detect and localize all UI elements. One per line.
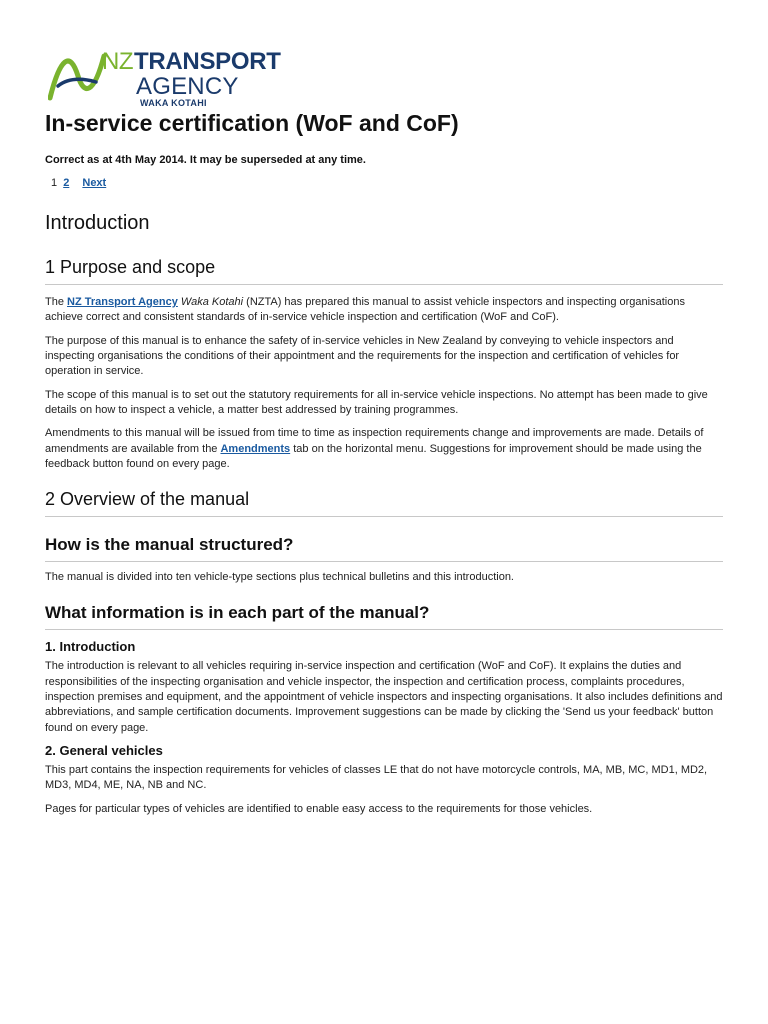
logo-waka-kotahi: WAKA KOTAHI: [140, 98, 207, 108]
structure-paragraph: The manual is divided into ten vehicle-type sections plus technical bulletins and this introduction.: [45, 571, 514, 584]
currency-notice: Correct as at 4th May 2014. It may be superseded at any time.: [45, 154, 366, 166]
logo-transport: TRANSPORT: [134, 48, 281, 75]
text-fragment: Amendments to this manual will be issued from time to time as inspection requirements change and improvements are made. Details of amendments are available from the: [45, 427, 704, 455]
amendments-link[interactable]: Amendments: [220, 442, 291, 455]
purpose-paragraph-4: [45, 426, 723, 472]
purpose-paragraph-1: [45, 295, 723, 326]
text-fragment: (NZTA) has prepared this manual to assist vehicle inspectors and inspecting organisations achieve correct and consistent standards of in-service vehicle inspection and certification (WoF and CoF).: [45, 296, 685, 324]
part-1-paragraph: The introduction is relevant to all vehicles requiring in-service inspection and certification (WoF and CoF). It explains the duties and responsibilities of the inspecting organisation and vehicle inspector, the inspection and certification process, complaints procedures, inspection premises and equipment, and the appointment of vehicle inspectors and inspecting organisations. It also includes definitions and abbreviations, and sample certification documents. Improvement suggestions can be made by clicking the 'Send us your feedback' button found on every page.: [45, 660, 723, 734]
part-2-paragraph-1: This part contains the inspection requirements for vehicles of classes LE that do not have motorcycle controls, MA, MB, MC, MD1, MD2, MD3, MD4, ME, NA, NB and NC.: [45, 764, 708, 792]
nzta-logo: [48, 44, 308, 108]
part-1-heading: 1. Introduction: [45, 639, 136, 655]
pager-page-2-link[interactable]: 2: [63, 177, 70, 189]
section-introduction-heading: Introduction: [45, 212, 150, 234]
overview-heading: 2 Overview of the manual: [45, 487, 723, 517]
purpose-paragraph-2: The purpose of this manual is to enhance the safety of in-service vehicles in New Zealand by conveying to vehicle inspectors and inspecting organisations the conditions of their appointment and the requirements for the inspection and certification of vehicles for operation in service.: [45, 334, 680, 378]
purpose-scope-heading: 1 Purpose and scope: [45, 255, 723, 285]
structure-heading: How is the manual structured?: [45, 533, 723, 562]
pager-next-link[interactable]: Next: [82, 177, 107, 189]
part-2-paragraph-2: Pages for particular types of vehicles are identified to enable easy access to the requirements for those vehicles.: [45, 802, 593, 815]
info-heading: What information is in each part of the manual?: [45, 601, 723, 630]
logo-agency: AGENCY: [136, 73, 239, 100]
logo-nz: NZ: [102, 48, 133, 75]
main-content: [45, 208, 723, 817]
page-title: In-service certification (WoF and CoF): [45, 110, 459, 136]
text-fragment: The: [45, 296, 68, 309]
nz-transport-agency-link[interactable]: NZ Transport Agency: [67, 296, 178, 309]
nzta-swoosh-icon: [48, 48, 108, 104]
part-2-heading: 2. General vehicles: [45, 742, 163, 758]
pagination: [51, 177, 106, 189]
purpose-paragraph-3: The scope of this manual is to set out the statutory requirements for all in-service vehicle inspections. No attempt has been made to give details on how to inspect a vehicle, a matter best addressed by training programmes.: [45, 388, 708, 416]
waka-kotahi-italic: Waka Kotahi: [180, 296, 244, 309]
pager-current: 1: [51, 177, 58, 189]
text-fragment: tab on the horizontal menu. Suggestions for improvement should be made using the feedback button found on every page.: [45, 442, 702, 470]
